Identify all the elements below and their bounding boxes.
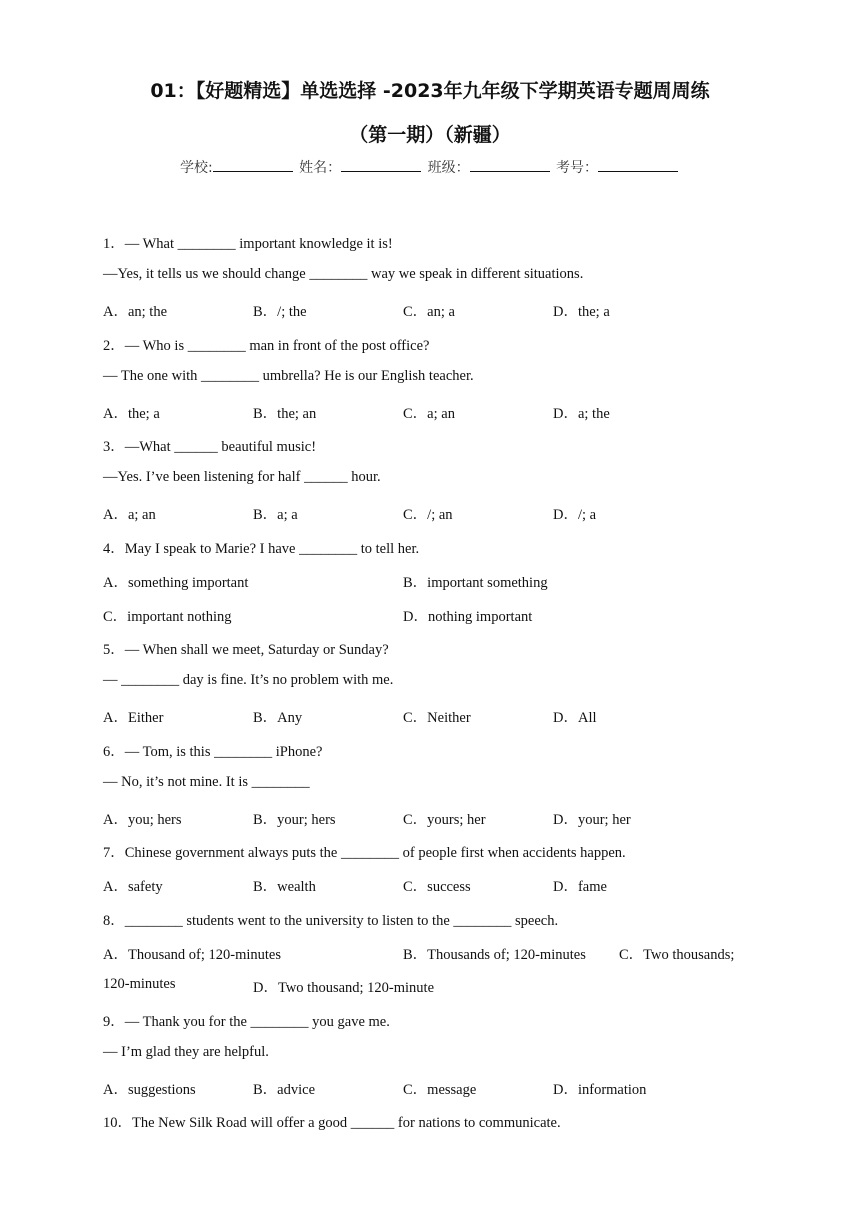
question-1-option-a[interactable]: A．an; the: [103, 304, 168, 320]
question-3-line-2: —Yes. I’ve been listening for half ______ hour.: [103, 469, 381, 485]
id-label: 考号：: [556, 160, 599, 176]
question-3-option-b[interactable]: B．a; a: [253, 507, 298, 523]
question-8-option-b[interactable]: B．Thousands of; 120-minutes: [403, 947, 586, 963]
question-6-stem: 6．— Tom, is this ________ iPhone?: [103, 744, 323, 760]
question-3-option-c[interactable]: C．/; an: [403, 507, 453, 523]
question-9-stem: 9．— Thank you for the ________ you gave me.: [103, 1014, 390, 1030]
question-7-option-d[interactable]: D．fame: [553, 879, 607, 895]
question-2-option-a[interactable]: A．the; a: [103, 406, 160, 422]
question-9-option-c[interactable]: C．message: [403, 1082, 477, 1098]
question-9-option-b[interactable]: B．advice: [253, 1082, 316, 1098]
question-1-option-c[interactable]: C．an; a: [403, 304, 455, 320]
question-5-option-b[interactable]: B．Any: [253, 710, 303, 726]
question-3-stem: 3．—What ______ beautiful music!: [103, 439, 317, 455]
question-8-stem: 8．________ students went to the university to listen to the ________ speech.: [103, 913, 559, 929]
question-2-stem: 2．— Who is ________ man in front of the post office?: [103, 338, 430, 354]
page-title: 01：【好题精选】单选选择 -2023年九年级下学期英语专题周周练: [150, 80, 710, 102]
question-9-option-a[interactable]: A．suggestions: [103, 1082, 196, 1098]
question-5-line-2: — ________ day is fine. It’s no problem with me.: [103, 672, 394, 688]
name-blank[interactable]: [341, 157, 421, 172]
question-6-option-d[interactable]: D．your; her: [553, 812, 631, 828]
question-6-option-c[interactable]: C．yours; her: [403, 812, 486, 828]
question-9-line-2: — I’m glad they are helpful.: [103, 1044, 269, 1060]
question-2-option-b[interactable]: B．the; an: [253, 406, 317, 422]
question-1-stem: 1．— What ________ important knowledge it is!: [103, 236, 393, 252]
question-4-stem: 4．May I speak to Marie? I have ________ to tell her.: [103, 541, 420, 557]
question-1-line-2: —Yes, it tells us we should change ________ way we speak in different situations.: [103, 266, 584, 282]
question-5-option-c[interactable]: C．Neither: [403, 710, 471, 726]
question-2-option-d[interactable]: D．a; the: [553, 406, 610, 422]
question-9-option-d[interactable]: D．information: [553, 1082, 647, 1098]
question-8-option-c-continued[interactable]: 120-minutes: [103, 976, 176, 992]
question-2-line-2: — The one with ________ umbrella? He is our English teacher.: [103, 368, 474, 384]
question-4-option-b[interactable]: B．important something: [403, 575, 548, 591]
school-blank[interactable]: [213, 157, 293, 172]
question-3-option-d[interactable]: D．/; a: [553, 507, 597, 523]
question-1-option-b[interactable]: B．/; the: [253, 304, 307, 320]
page-subtitle: （第一期）（新疆）: [349, 124, 511, 146]
question-6-line-2: — No, it’s not mine. It is ________: [103, 774, 310, 790]
question-5-option-a[interactable]: A．Either: [103, 710, 164, 726]
question-4-option-c[interactable]: C．important nothing: [103, 609, 232, 625]
student-info-line: [0, 157, 860, 177]
question-6-option-b[interactable]: B．your; hers: [253, 812, 336, 828]
class-label: 班级：: [427, 160, 470, 176]
question-4-option-d[interactable]: D．nothing important: [403, 609, 533, 625]
question-8-option-a[interactable]: A．Thousand of; 120-minutes: [103, 947, 282, 963]
question-3-option-a[interactable]: A．a; an: [103, 507, 156, 523]
name-label: 姓名：: [299, 160, 342, 176]
question-7-option-b[interactable]: B．wealth: [253, 879, 316, 895]
question-8-option-d[interactable]: D．Two thousand; 120-minute: [253, 980, 435, 996]
question-1-option-d[interactable]: D．the; a: [553, 304, 610, 320]
school-label: 学校:: [179, 160, 213, 176]
question-7-stem: 7．Chinese government always puts the ________ of people first when accidents happen.: [103, 845, 626, 861]
question-2-option-c[interactable]: C．a; an: [403, 406, 455, 422]
question-4-option-a[interactable]: A．something important: [103, 575, 249, 591]
id-blank[interactable]: [598, 157, 678, 172]
class-blank[interactable]: [470, 157, 550, 172]
question-5-stem: 5．— When shall we meet, Saturday or Sunday?: [103, 642, 389, 658]
question-7-option-a[interactable]: A．safety: [103, 879, 163, 895]
question-10-stem: 10．The New Silk Road will offer a good ______ for nations to communicate.: [103, 1115, 561, 1131]
question-6-option-a[interactable]: A．you; hers: [103, 812, 182, 828]
question-8-option-c[interactable]: C．Two thousands;: [619, 947, 735, 963]
question-7-option-c[interactable]: C．success: [403, 879, 471, 895]
question-5-option-d[interactable]: D．All: [553, 710, 597, 726]
